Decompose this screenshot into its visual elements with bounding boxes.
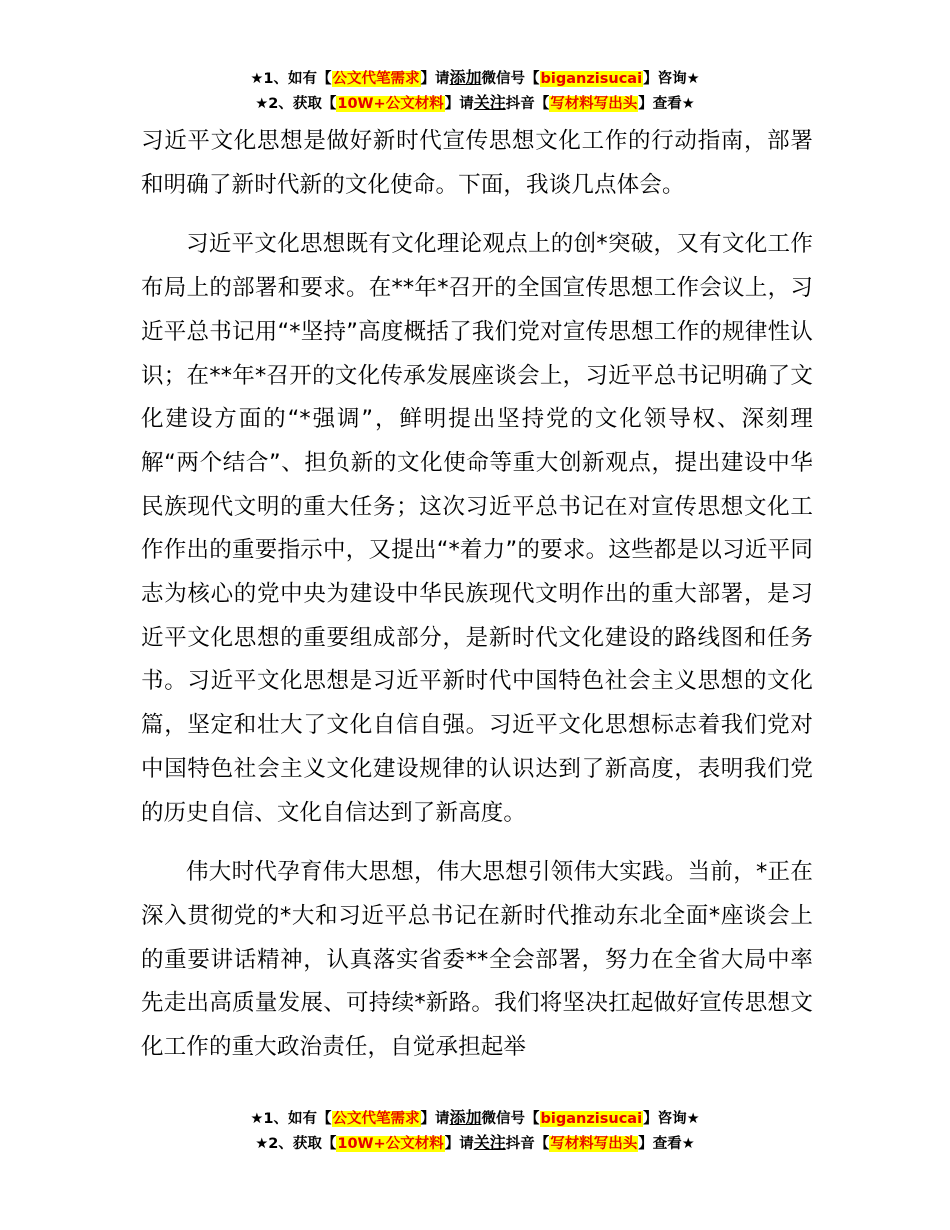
banner-douyin-id: 写材料写出头: [550, 1136, 638, 1152]
banner-text: 】查看★: [638, 1136, 695, 1152]
banner-text: 】咨询★: [643, 1111, 700, 1127]
banner-text: ★1、如有【: [250, 1111, 332, 1127]
banner-text: 】咨询★: [643, 71, 700, 87]
banner-line-1: [0, 1106, 950, 1131]
banner-highlight: 10W+公文材料: [337, 1136, 444, 1152]
banner-text: 微信号【: [481, 71, 540, 87]
paragraph-1: 习近平文化思想是做好新时代宣传思想文化工作的行动指南，部署和明确了新时代新的文化使命。下面，我谈几点体会。: [141, 128, 813, 198]
banner-line-2: [0, 1131, 950, 1156]
banner-text: 抖音【: [505, 1136, 550, 1152]
banner-line-2: [0, 91, 950, 116]
paragraph-2: 习近平文化思想既有文化理论观点上的创*突破，又有文化工作布局上的部署和要求。在**年*召开的全国宣传思想工作会议上，习近平总书记用“*坚持”高度概括了我们党对宣传思想工作的规律性认识；在**年*召开的文化传承发展座谈会上，习近平总书记明确了文化建设方面的“*强调”，鲜明提出坚持党的文化领导权、深刻理解“两个结合”、担负新的文化使命等重大创新观点，提出建设中华民族现代文明的重大任务；这次习近平总书记在对宣传思想文化工作作出的重要指示中，又提出“*着力”的要求。这些都是以习近平同志为核心的党中央为建设中华民族现代文明作出的重大部署，是习近平文化思想的重要组成部分，是新时代文化建设的路线图和任务书。习近平文化思想是习近平新时代中国特色社会主义思想的文化篇，坚定和壮大了文化自信自强。习近平文化思想标志着我们党对中国特色社会主义文化建设规律的认识达到了新高度，表明我们党的历史自信、文化自信达到了新高度。: [141, 231, 813, 826]
banner-text: 】请: [444, 96, 474, 112]
banner-wechat-id: biganzisucai: [540, 71, 643, 87]
banner-highlight: 公文代笔需求: [332, 71, 420, 87]
banner-highlight: 公文代笔需求: [332, 1111, 420, 1127]
banner-text: 微信号【: [481, 1111, 540, 1127]
banner-underlined-text: 关注: [473, 1133, 506, 1152]
banner-text: ★1、如有【: [250, 71, 332, 87]
banner-douyin-id: 写材料写出头: [550, 96, 638, 112]
banner-text: 抖音【: [505, 96, 550, 112]
paragraph-3: 伟大时代孕育伟大思想，伟大思想引领伟大实践。当前，*正在深入贯彻党的*大和习近平总书记在新时代推动东北全面*座谈会上的重要讲话精神，认真落实省委**全会部署，努力在全省大局中率先走出高质量发展、可持续*新路。我们将坚决扛起做好宣传思想文化工作的重大政治责任，自觉承担起举: [141, 859, 813, 1061]
document-body: [141, 120, 813, 1070]
banner-text: 】请: [444, 1136, 474, 1152]
banner-text: 】请: [420, 1111, 450, 1127]
banner-text: ★2、获取【: [255, 1136, 337, 1152]
banner-highlight: 10W+公文材料: [337, 96, 444, 112]
banner-text: ★2、获取【: [255, 96, 337, 112]
banner-underlined-text: 关注: [473, 93, 506, 112]
banner-wechat-id: biganzisucai: [540, 1111, 643, 1127]
banner-underlined-text: 添加: [449, 68, 482, 87]
footer-banner: [0, 1106, 950, 1156]
banner-underlined-text: 添加: [449, 1108, 482, 1127]
banner-text: 】请: [420, 71, 450, 87]
header-banner: [0, 66, 950, 116]
banner-line-1: [0, 66, 950, 91]
banner-text: 】查看★: [638, 96, 695, 112]
